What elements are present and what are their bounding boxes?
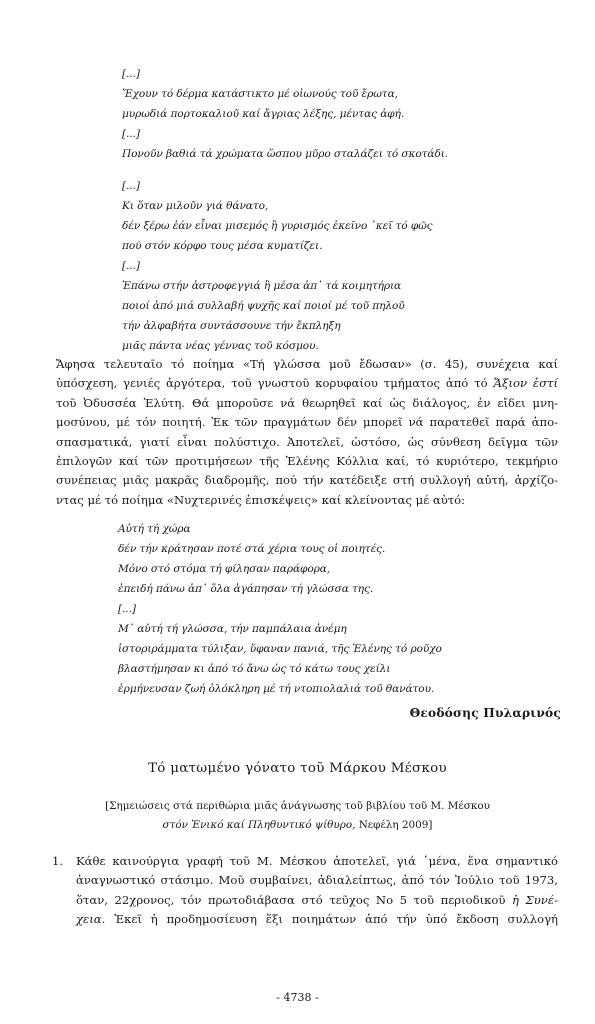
poem-line: [...] — [122, 68, 140, 80]
poem-line: τήν ἀλφαβήτα συντάσσουνε τήν ἔκπληξη — [122, 320, 341, 332]
prose-line: μοσύνου, μέ τόν ποιητή. Ἐκ τῶν πραγμάτων δέν μπορεῖ νά παρατεθεῖ παρά ἀπο- — [56, 415, 558, 430]
subtitle-rest: Νεφέλη 2009] — [355, 819, 433, 831]
prose-line: ντας μέ τό ποίημα «Νυχτερινές ἐπισκέψεις» καί κλείνοντας μέ αὐτό: — [56, 492, 466, 507]
prose-line — [76, 891, 558, 910]
item-number: 1. — [52, 854, 64, 868]
book-title: στόν Ἑνικό καί Πληθυντικό ψίθυρο, — [162, 819, 356, 831]
poem-line: ποιοί ἀπό μιά συλλαβή ψυχῆς καί ποιοί μέ τοῦ πηλοῦ — [122, 300, 405, 312]
poem-line: Μ᾿ αὐτή τή γλώσσα, τήν παμπάλαια ἀνέμη — [118, 623, 347, 635]
poem-line: δέν ξέρω ἐάν εἶναι μισεμός ἢ γυρισμός ἐκεῖνο ᾿κεῖ τό φῶς — [122, 220, 433, 232]
prose-line-text: ὑπόσχεση, γενιές ἀργότερα, τοῦ γνωστοῦ κορυφαίου τμήματος ἀπό τό — [56, 376, 488, 391]
poem-line: ἐπειδή πάνω ἀπ᾿ ὅλα ἀγάπησαν τή γλώσσα της. — [118, 583, 374, 595]
poem-line: πού στόν κόρφο τους μέσα κυματίζει. — [122, 240, 323, 252]
poem-line: Μόνο στό στόμα τή φίλησαν παράφορα, — [118, 563, 331, 575]
poem-line: μυρωδιά πορτοκαλιοῦ καί ἄγριας λέξης, μέντας ἀφή. — [122, 108, 405, 120]
poem-line: ἱστοριράμματα τύλιξαν, ὕφαναν πανιά, τῆς Ἑλένης τό ροῦχο — [118, 643, 442, 655]
prose-line: συνέπειας μιᾶς μακρᾶς διαδρομῆς, πού τήν κατέδειξε στή συλλογή αὐτή, ἀρχίζο- — [56, 473, 558, 488]
poem-line: Ἐπάνω στήν ἀστροφεγγιά ἢ μέσα ἀπ᾿ τά κοιμητήρια — [122, 280, 402, 292]
author-signature: Θεοδόσης Πυλαρινός — [409, 706, 561, 720]
poem-line: Αὐτή τή χώρα — [118, 523, 191, 535]
poem-line: Ἔχουν τό δέρμα κατάστικτο μέ οἰωνούς τοῦ ἔρωτα, — [122, 88, 398, 100]
journal-title: ἡ Συνέ- — [512, 892, 558, 907]
prose-line — [76, 910, 558, 929]
page-number: - 4738 - — [276, 991, 319, 1004]
poem-line: δέν τήν κράτησαν ποτέ στά χέρια τους οἱ ποιητές. — [118, 543, 386, 555]
journal-title: χεια. — [76, 912, 106, 927]
prose-line: τοῦ Ὀδυσσέα Ἐλύτη. Θά μποροῦσε νά θεωρηθεῖ καί ὡς διάλογος, ἐν εἴδει μνη- — [56, 395, 558, 410]
section-subtitle — [0, 797, 595, 835]
poem-line: [...] — [122, 260, 140, 272]
poem-excerpt-1 — [122, 64, 542, 356]
poem-line: μιᾶς πάντα νέας γέννας τοῦ κόσμου. — [122, 340, 319, 352]
prose-line-text: ὅταν, 22χρονος, τόν πρωτοδιάβασα στό τεῦχος Νο 5 τοῦ περιοδικοῦ — [76, 892, 506, 907]
prose-line: Κάθε καινούργια γραφή τοῦ Μ. Μέσκου ἀποτελεῖ, γιά ᾿μένα, ἕνα σημαντικό — [76, 854, 558, 868]
subtitle-line — [0, 816, 595, 835]
italic-title: Ἄξιον ἐστί — [493, 376, 559, 391]
poem-excerpt-2 — [118, 519, 558, 699]
poem-line: Κι ὅταν μιλοῦν γιά θάνατο, — [122, 200, 269, 212]
item-body — [76, 852, 558, 930]
poem-line: βλαστήμησαν κι ἀπό τό ἄνω ὡς τό κάτω τους χείλι — [118, 663, 391, 675]
poem-line: ἑρμήνευσαν ζωή ὁλόκληρη μέ τή ντοπιολαλιά τοῦ θανάτου. — [118, 683, 435, 695]
poem-line: Πονοῦν βαθιά τά χρώματα ὥσπου μῦρο σταλάζει τό σκοτάδι. — [122, 148, 449, 160]
prose-line: ἐπιλογῶν καί τῶν προτιμήσεων τῆς Ἑλένης Κόλλια καί, τό κυριότερο, τεκμήριο — [56, 454, 558, 469]
prose-paragraph — [56, 355, 558, 510]
prose-line-text: Ἐκεῖ ἡ προδημοσίευση ἕξι ποιημάτων ἀπό τήν ὑπό ἔκδοση συλλογή — [114, 912, 559, 927]
poem-line: [...] — [122, 128, 140, 140]
stanza-gap — [122, 164, 542, 176]
section-title: Τό ματωμένο γόνατο τοῦ Μάρκου Μέσκου — [148, 761, 447, 776]
poem-line: [...] — [122, 180, 140, 192]
prose-line: Ἄφησα τελευταῖο τό ποίημα «Τή γλώσσα μοῦ ἔδωσαν» (σ. 45), συνέχεια καί — [56, 357, 558, 371]
prose-line — [56, 374, 558, 393]
poem-line: [...] — [118, 603, 136, 615]
prose-line: ἀναγνωστικό στάσιμο. Μοῦ συμβαίνει, ἀδιαλείπτως, ἀπό τόν Ἰούλιο τοῦ 1973, — [76, 873, 558, 888]
subtitle-line: [Σημειώσεις στά περιθώρια μιᾶς ἀνάγνωσης τοῦ βιβλίου τοῦ Μ. Μέσκου — [105, 800, 490, 812]
prose-line: σπασματικά, γιατί εἶναι πολύστιχο. Ἀποτελεῖ, ὡστόσο, ὡς σύνθεση δεῖγμα τῶν — [56, 434, 558, 449]
